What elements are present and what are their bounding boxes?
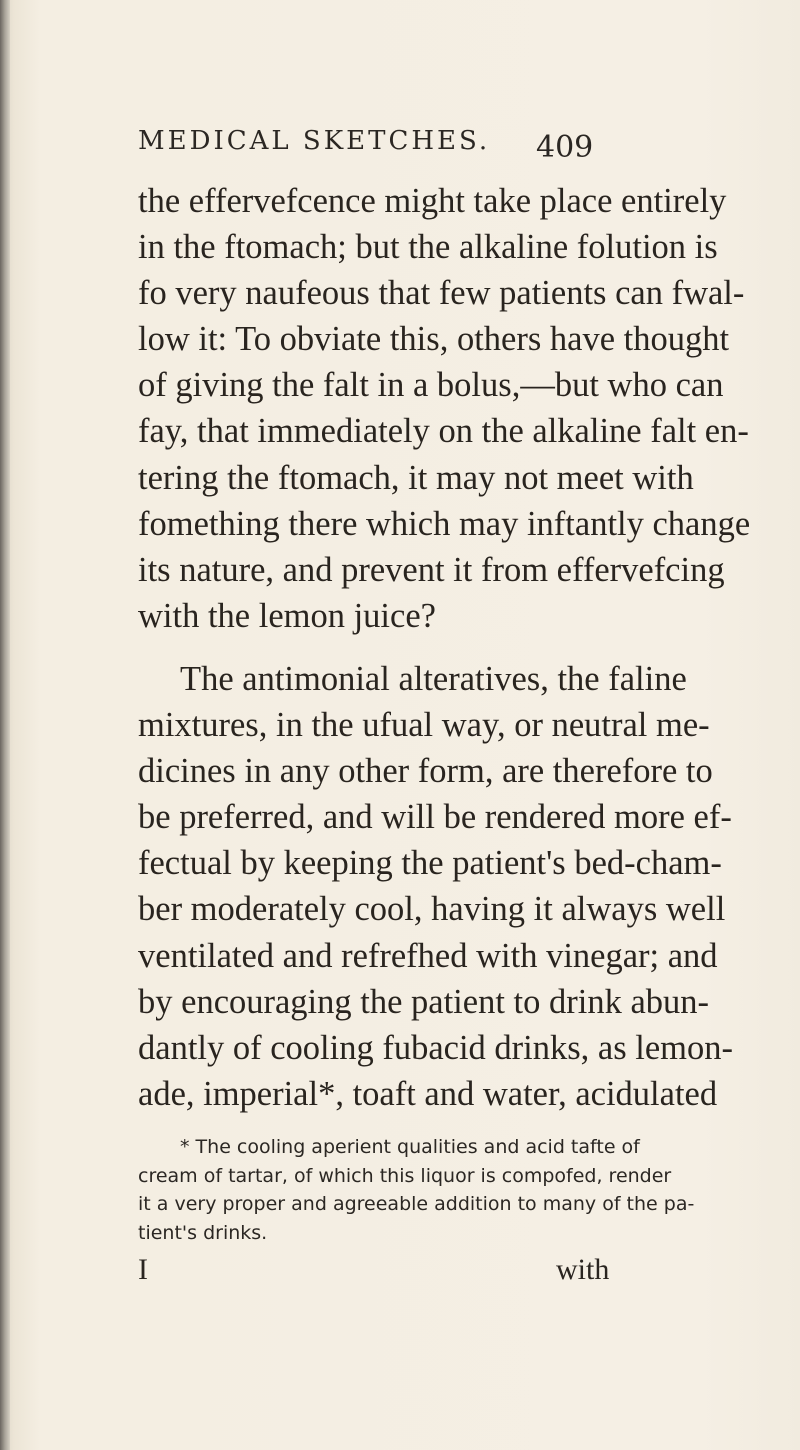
text-line: low it: To obviate this, others have thought <box>138 320 730 359</box>
catchline <box>138 1253 658 1293</box>
text-line: fectual by keeping the patient's bed-cham- <box>138 844 722 883</box>
footnote <box>138 1133 695 1247</box>
text-line: its nature, and prevent it from effervefcing <box>138 550 725 589</box>
paragraph-first-line: The antimonial alteratives, the faline <box>180 659 687 698</box>
catchword: with <box>556 1253 610 1286</box>
body-text <box>138 178 751 1117</box>
text-line: ber moderately cool, having it always well <box>138 890 726 929</box>
footnote-line: cream of tartar, of which this liquor is compofed, render <box>138 1164 672 1187</box>
text-line: fay, that immediately on the alkaline falt en- <box>138 412 749 451</box>
text-line: by encouraging the patient to drink abun- <box>138 982 710 1021</box>
footnote-line: it a very proper and agreeable addition to many of the pa- <box>138 1193 695 1215</box>
text-line: ventilated and refrefhed with vinegar; and <box>138 936 718 975</box>
text-line: mixtures, in the ufual way, or neutral me- <box>138 706 710 745</box>
text-line: dantly of cooling fubacid drinks, as lemon- <box>138 1028 733 1067</box>
text-line: in the ftomach; but the alkaline folution is <box>138 228 718 267</box>
signature-mark: I <box>138 1253 148 1286</box>
page-header <box>138 126 658 176</box>
text-line: tering the ftomach, it may not meet with <box>138 458 694 497</box>
text-line: fo very naufeous that few patients can fwal- <box>138 274 745 313</box>
footnote-line: tient's drinks. <box>138 1221 268 1244</box>
text-line: ade, imperial*, toaft and water, acidulated <box>138 1074 718 1113</box>
text-line: dicines in any other form, are therefore to <box>138 752 713 791</box>
text-line: with the lemon juice? <box>138 596 436 635</box>
footnote-line: * The cooling aperient qualities and acid tafte of <box>180 1136 640 1158</box>
text-line: be preferred, and will be rendered more ef- <box>138 798 732 837</box>
page-number: 409 <box>536 130 594 165</box>
page-gutter-shadow <box>0 0 10 1450</box>
paragraph-break <box>138 639 658 656</box>
text-line: of giving the falt in a bolus,—but who can <box>138 366 724 405</box>
running-head: MEDICAL SKETCHES. <box>138 126 491 156</box>
text-line: the effervefcence might take place entirely <box>138 182 727 220</box>
text-line: fomething there which may inftantly change <box>138 504 751 543</box>
